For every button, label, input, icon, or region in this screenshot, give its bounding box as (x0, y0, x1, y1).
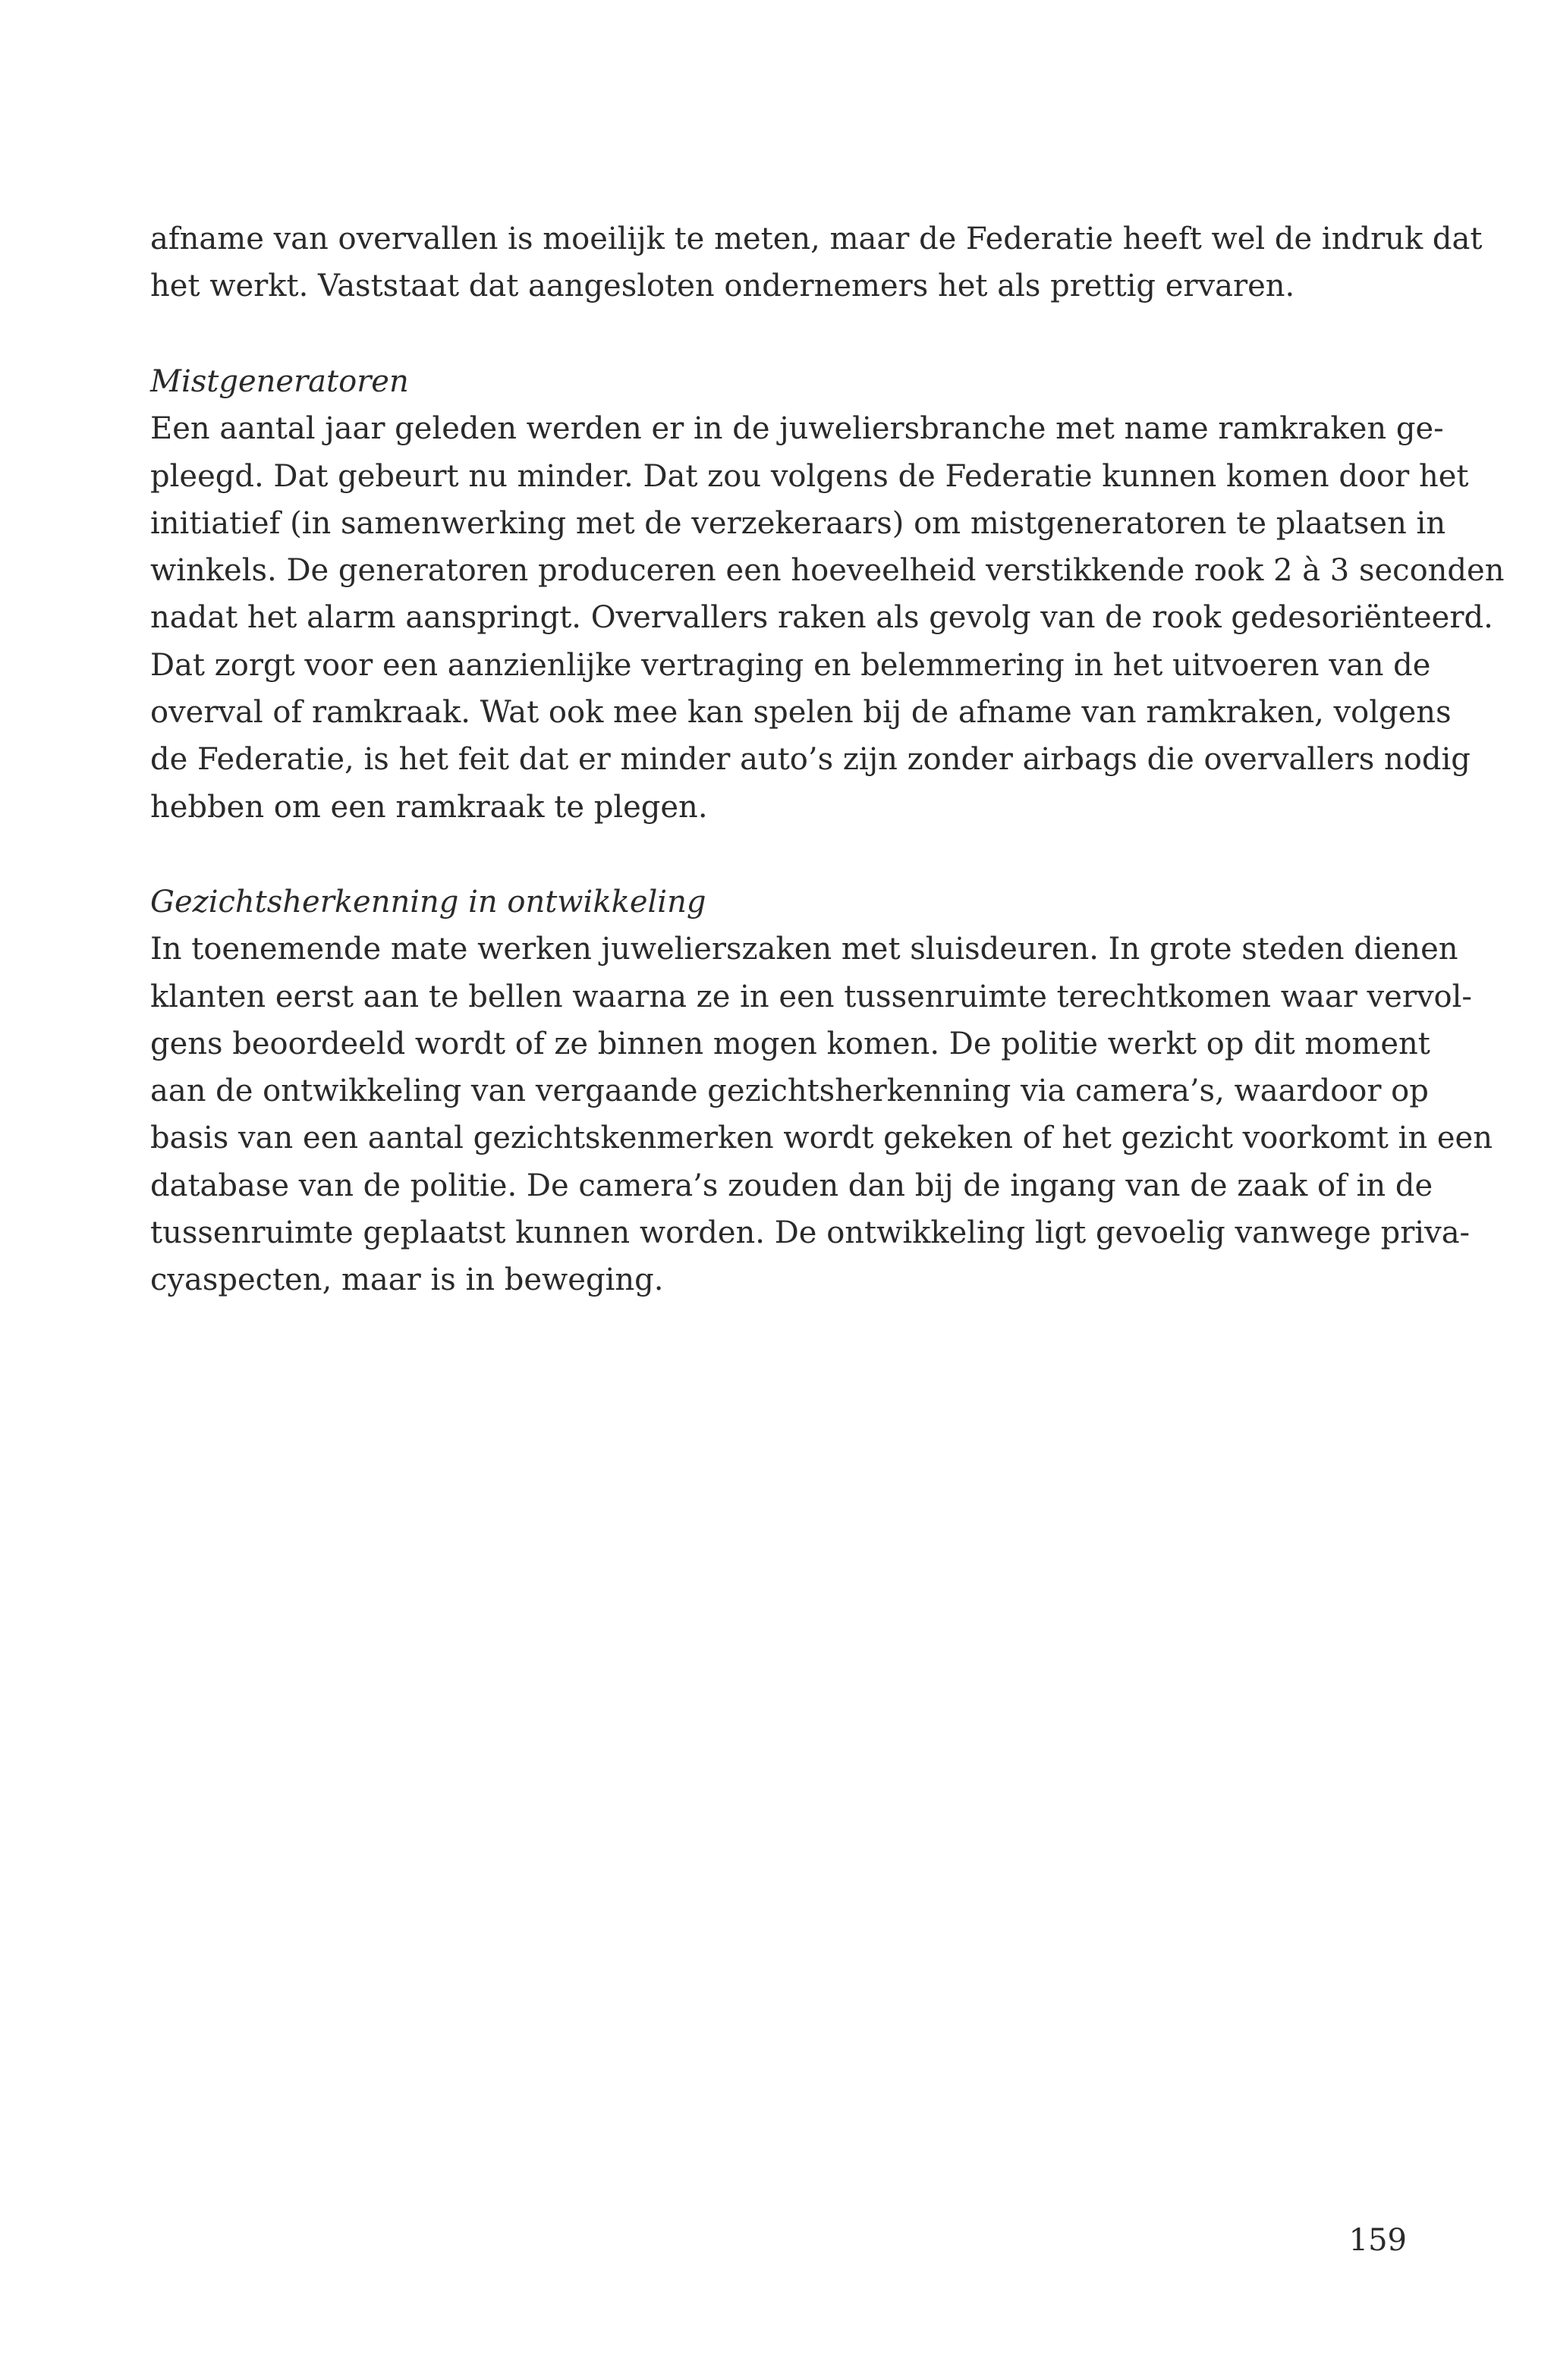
section-gezichtsherkenning (150, 879, 1493, 1304)
text-line: het werkt. Vaststaat dat aangesloten ondernemers het als prettig ervaren. (150, 269, 1295, 304)
text-line: afname van overvallen is moeilijk te meten, maar de Federatie heeft wel de indruk dat (150, 222, 1483, 256)
text-line: In toenemende mate werken juwelierszaken met sluisdeuren. In grote steden dienen (150, 932, 1458, 967)
text-line: klanten eerst aan te bellen waarna ze in een tussenruimte terechtkomen waar vervol- (150, 979, 1472, 1014)
text-line: database van de politie. De camera’s zouden dan bij de ingang van de zaak of in de (150, 1168, 1433, 1203)
text-line: Een aantal jaar geleden werden er in de juweliersbranche met name ramkraken ge- (150, 411, 1444, 447)
text-line: winkels. De generatoren produceren een hoeveelheid verstikkende rook 2 à 3 seconden (150, 553, 1505, 589)
section-heading: Gezichtsherkenning in ontwikkeling (150, 885, 706, 920)
text-line: nadat het alarm aanspringt. Overvallers raken als gevolg van de rook gedesoriënteerd. (150, 600, 1493, 636)
text-line: tussenruimte geplaatst kunnen worden. De ontwikkeling ligt gevoelig vanwege priva- (150, 1215, 1471, 1251)
text-line: pleegd. Dat gebeurt nu minder. Dat zou volgens de Federatie kunnen komen door het (150, 458, 1469, 494)
text-line: de Federatie, is het feit dat er minder auto’s zijn zonder airbags die overvallers nodig (150, 742, 1471, 778)
text-line: cyaspecten, maar is in beweging. (150, 1262, 664, 1298)
text-line: hebben om een ramkraak te plegen. (150, 789, 708, 825)
text-line: aan de ontwikkeling van vergaande gezichtsherkenning via camera’s, waardoor op (150, 1074, 1429, 1109)
page-number: 159 (1348, 2223, 1407, 2258)
text-line: overval of ramkraak. Wat ook mee kan spelen bij de afname van ramkraken, volgens (150, 695, 1452, 731)
text-line: basis van een aantal gezichtskenmerken wordt gekeken of het gezicht voorkomt in een (150, 1121, 1493, 1156)
text-line: initiatief (in samenwerking met de verzekeraars) om mistgeneratoren te plaatsen in (150, 505, 1446, 541)
text-line: Dat zorgt voor een aanzienlijke vertraging en belemmering in het uitvoeren van de (150, 647, 1431, 683)
section-mistgeneratoren (150, 358, 1505, 831)
intro-paragraph (150, 215, 1483, 310)
section-heading: Mistgeneratoren (150, 364, 409, 399)
text-line: gens beoordeeld wordt of ze binnen mogen komen. De politie werkt op dit moment (150, 1026, 1430, 1061)
